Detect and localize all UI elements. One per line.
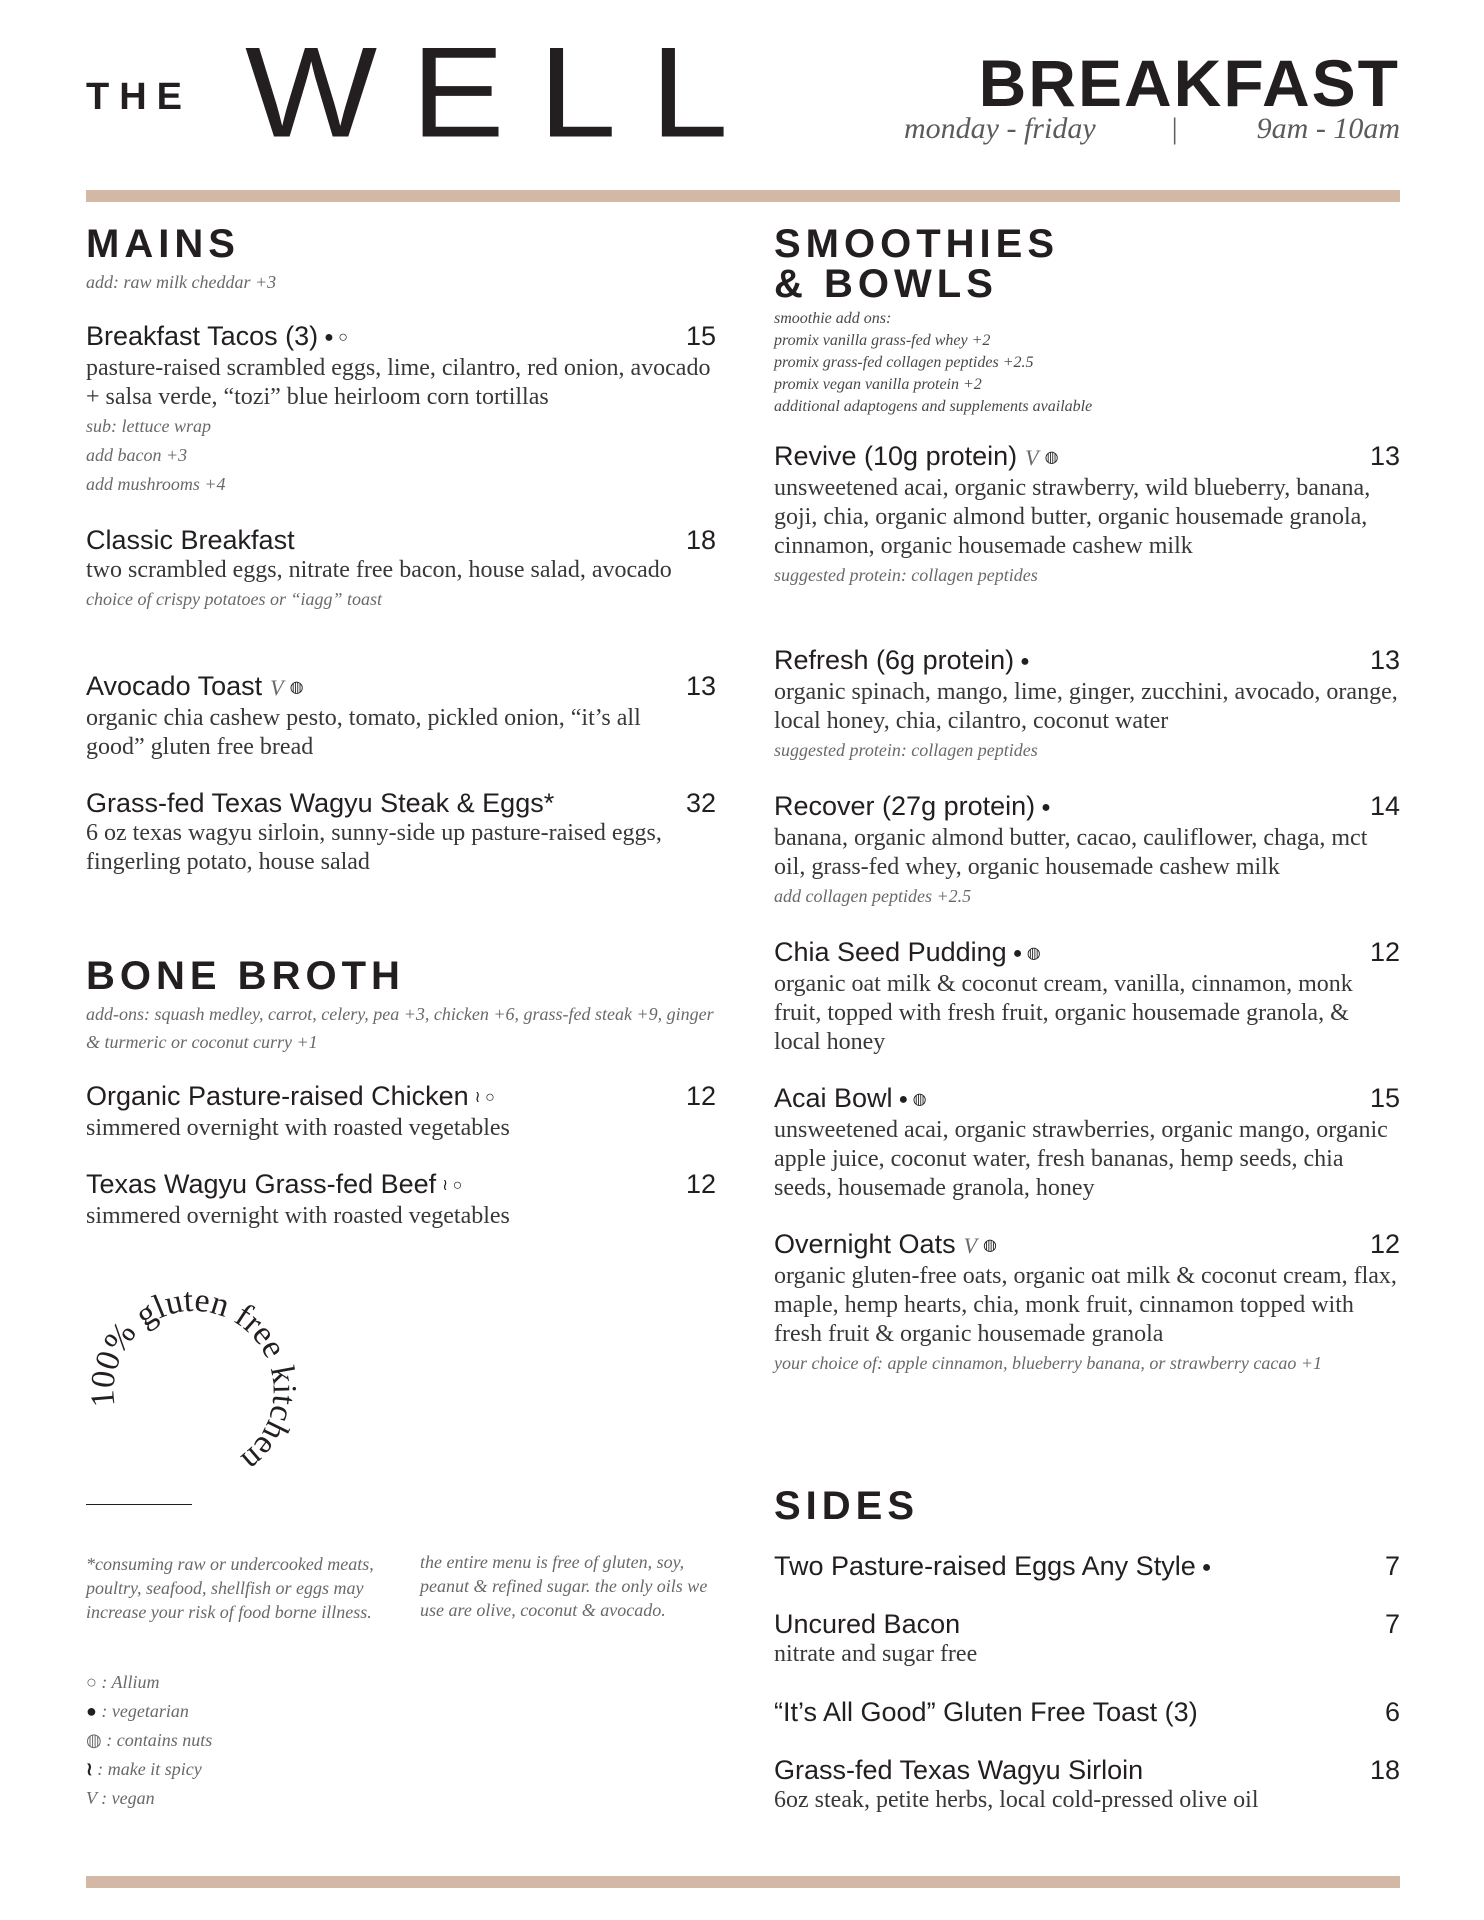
spicy-allium-icon: ≀ ○ bbox=[442, 1176, 463, 1194]
menu-item-eggs bbox=[774, 1550, 1400, 1584]
footnote-divider bbox=[86, 1504, 192, 1505]
gluten-free-badge-text: 100% gluten free kitchen bbox=[84, 1281, 303, 1479]
vegetarian-icon: ● bbox=[1041, 798, 1051, 816]
bone-broth-section bbox=[86, 956, 716, 1056]
spicy-icon: ≀ bbox=[86, 1759, 93, 1779]
item-description: nitrate and sugar free bbox=[774, 1641, 978, 1667]
vegan-icon: V bbox=[86, 1788, 97, 1808]
smoothies-title-line-2: & BOWLS bbox=[774, 262, 998, 306]
item-description: pasture-raised scrambled eggs, lime, cilantro, red onion, avocado + salsa verde, “tozi” blue heirloom corn tortillas bbox=[86, 354, 711, 410]
service-hours: 9am - 10am bbox=[1256, 112, 1400, 145]
bone-broth-title: BONE BROTH bbox=[86, 954, 405, 998]
vegetarian-allium-icon: ● ○ bbox=[324, 328, 348, 346]
item-name: Organic Pasture-raised Chicken bbox=[86, 1081, 469, 1111]
service-days: monday - friday bbox=[904, 112, 1096, 145]
legend-label: : contains nuts bbox=[106, 1730, 213, 1750]
menu-item-refresh bbox=[774, 644, 1400, 765]
menu-title: BREAKFAST bbox=[978, 46, 1400, 120]
item-description: banana, organic almond butter, cacao, cauliflower, chaga, mct oil, grass-fed whey, organic housemade cashew milk bbox=[774, 824, 1368, 880]
menu-item-chia-seed-pudding bbox=[774, 936, 1400, 1057]
item-description: unsweetened acai, organic strawberries, organic mango, organic apple juice, coconut water, fresh bananas, hemp seeds, chia seeds, housemade granola, honey bbox=[774, 1116, 1388, 1201]
item-price: 12 bbox=[1369, 937, 1400, 967]
allium-icon: ○ bbox=[86, 1672, 97, 1692]
item-price: 15 bbox=[1369, 1083, 1400, 1113]
vegetarian-nuts-icon: ● ◍ bbox=[898, 1090, 927, 1108]
bottom-divider bbox=[86, 1876, 1400, 1888]
menu-item-revive bbox=[774, 440, 1400, 590]
mains-title: MAINS bbox=[86, 222, 240, 266]
item-description: organic oat milk & coconut cream, vanilla, cinnamon, monk fruit, topped with fresh fruit, organic housemade granola, & local honey bbox=[774, 970, 1353, 1055]
item-option: sub: lettuce wrap bbox=[86, 415, 211, 436]
raw-food-warning: *consuming raw or undercooked meats, poultry, seafood, shellfish or eggs may increase your risk of food borne illness. bbox=[86, 1554, 374, 1622]
contains-nuts-icon: ◍ bbox=[289, 678, 304, 696]
legend-label: : vegan bbox=[101, 1788, 155, 1808]
item-description: two scrambled eggs, nitrate free bacon, house salad, avocado bbox=[86, 557, 672, 583]
addon-line: promix grass-fed collagen peptides +2.5 bbox=[774, 354, 1034, 371]
vegetarian-nuts-icon: ● ◍ bbox=[1012, 944, 1041, 962]
item-name: Chia Seed Pudding bbox=[774, 937, 1007, 967]
menu-item-sirloin bbox=[774, 1754, 1400, 1815]
vegan-icon: V bbox=[270, 675, 284, 700]
legend-label: : Allium bbox=[101, 1672, 160, 1692]
smoothies-section bbox=[774, 224, 1400, 418]
item-name: Classic Breakfast bbox=[86, 525, 295, 555]
item-price: 13 bbox=[1369, 441, 1400, 471]
contains-nuts-icon: ◍ bbox=[1044, 448, 1059, 466]
vegetarian-icon: ● bbox=[86, 1701, 97, 1721]
smoothie-addons bbox=[774, 308, 1400, 418]
item-name: Overnight Oats bbox=[774, 1229, 956, 1259]
item-option: suggested protein: collagen peptides bbox=[774, 565, 1038, 585]
mains-note: add: raw milk cheddar +3 bbox=[86, 272, 277, 292]
item-price: 32 bbox=[685, 788, 716, 818]
brand-the: THE bbox=[86, 76, 192, 118]
item-description: unsweetened acai, organic strawberry, wild blueberry, banana, goji, chia, organic almond butter, organic housemade granola, cinnamon, organic housemade cashew milk bbox=[774, 475, 1371, 559]
menu-item-recover bbox=[774, 790, 1400, 911]
vegan-icon: V bbox=[963, 1233, 978, 1258]
item-name: Texas Wagyu Grass-fed Beef bbox=[86, 1169, 437, 1199]
addon-line: smoothie add ons: bbox=[774, 310, 892, 327]
top-divider bbox=[86, 190, 1400, 202]
item-price: 7 bbox=[1384, 1551, 1400, 1581]
legend bbox=[86, 1668, 212, 1813]
item-price: 15 bbox=[685, 321, 716, 351]
gluten-free-badge bbox=[70, 1256, 310, 1496]
item-description: 6 oz texas wagyu sirloin, sunny-side up pasture-raised eggs, fingerling potato, house salad bbox=[86, 820, 662, 875]
menu-item-overnight-oats bbox=[774, 1228, 1400, 1378]
item-name: Recover (27g protein) bbox=[774, 791, 1036, 821]
menu-item-toast bbox=[774, 1696, 1400, 1728]
item-price: 18 bbox=[1369, 1755, 1400, 1785]
item-name: Acai Bowl bbox=[774, 1083, 893, 1113]
item-name: “It’s All Good” Gluten Free Toast (3) bbox=[774, 1697, 1198, 1727]
item-price: 12 bbox=[1369, 1229, 1400, 1259]
item-option: add mushrooms +4 bbox=[86, 473, 226, 494]
menu-item-classic-breakfast bbox=[86, 524, 716, 614]
item-option: add bacon +3 bbox=[86, 444, 188, 465]
menu-item-avocado-toast bbox=[86, 670, 716, 762]
contains-nuts-icon: ◍ bbox=[983, 1236, 997, 1254]
item-price: 13 bbox=[1369, 645, 1400, 675]
item-description: organic gluten-free oats, organic oat milk & coconut cream, flax, maple, hemp hearts, chia, monk fruit, cinnamon topped with fresh fruit & organic housemade granola bbox=[774, 1263, 1397, 1347]
item-name: Refresh (6g protein) bbox=[774, 645, 1015, 675]
header-separator: | bbox=[1170, 112, 1179, 145]
item-description: organic chia cashew pesto, tomato, pickled onion, “it’s all good” gluten free bread bbox=[86, 705, 641, 760]
legend-label: : vegetarian bbox=[101, 1701, 189, 1721]
item-name: Two Pasture-raised Eggs Any Style bbox=[774, 1551, 1196, 1581]
item-option: your choice of: apple cinnamon, blueberry banana, or strawberry cacao +1 bbox=[774, 1353, 1323, 1373]
item-description: organic spinach, mango, lime, ginger, zucchini, avocado, orange, local honey, chia, cilantro, coconut water bbox=[774, 678, 1398, 734]
item-price: 7 bbox=[1384, 1609, 1400, 1639]
spicy-allium-icon: ≀ ○ bbox=[474, 1088, 495, 1106]
menu-item-chicken-broth bbox=[86, 1080, 716, 1143]
mains-section bbox=[86, 224, 716, 296]
menu-item-steak-and-eggs bbox=[86, 787, 716, 877]
item-name: Uncured Bacon bbox=[774, 1609, 961, 1639]
allergen-statement: the entire menu is free of gluten, soy, peanut & refined sugar. the only oils we use are olive, coconut & avocado. bbox=[420, 1552, 708, 1620]
item-description: 6oz steak, petite herbs, local cold-pressed olive oil bbox=[774, 1787, 1259, 1813]
menu-item-breakfast-tacos bbox=[86, 320, 716, 499]
item-price: 12 bbox=[685, 1169, 716, 1199]
item-price: 6 bbox=[1384, 1697, 1400, 1727]
menu-item-beef-broth bbox=[86, 1168, 716, 1231]
item-option: suggested protein: collagen peptides bbox=[774, 739, 1038, 760]
vegetarian-icon: ● bbox=[1020, 652, 1030, 670]
item-price: 14 bbox=[1369, 791, 1400, 821]
sides-title: SIDES bbox=[774, 1484, 920, 1528]
bone-broth-note: add-ons: squash medley, carrot, celery, pea +3, chicken +6, grass-fed steak +9, ginger & turmeric or coconut curry +1 bbox=[86, 1004, 714, 1052]
item-option: choice of crispy potatoes or “iagg” toast bbox=[86, 589, 382, 609]
item-name: Avocado Toast bbox=[86, 671, 263, 701]
smoothies-title-line-1: SMOOTHIES bbox=[774, 222, 1060, 266]
addon-line: additional adaptogens and supplements available bbox=[774, 398, 1093, 415]
item-description: simmered overnight with roasted vegetables bbox=[86, 1114, 510, 1141]
item-price: 13 bbox=[685, 671, 716, 701]
sides-section bbox=[774, 1486, 1400, 1526]
item-description: simmered overnight with roasted vegetables bbox=[86, 1202, 510, 1229]
item-name: Revive (10g protein) bbox=[774, 441, 1018, 471]
legend-label: : make it spicy bbox=[97, 1759, 202, 1779]
menu-item-acai-bowl bbox=[774, 1082, 1400, 1203]
item-price: 12 bbox=[685, 1081, 716, 1111]
item-price: 18 bbox=[685, 525, 716, 555]
vegan-icon: V bbox=[1025, 445, 1039, 470]
vegetarian-icon: ● bbox=[1201, 1558, 1212, 1576]
menu-item-bacon bbox=[774, 1608, 1400, 1669]
addon-line: promix vegan vanilla protein +2 bbox=[774, 376, 982, 393]
item-name: Grass-fed Texas Wagyu Steak & Eggs* bbox=[86, 788, 555, 818]
item-name: Breakfast Tacos (3) bbox=[86, 321, 319, 351]
contains-nuts-icon: ◍ bbox=[86, 1730, 102, 1750]
brand-logo-well: WELL bbox=[245, 19, 763, 165]
item-name: Grass-fed Texas Wagyu Sirloin bbox=[774, 1755, 1144, 1785]
item-option: add collagen peptides +2.5 bbox=[774, 885, 972, 906]
addon-line: promix vanilla grass-fed whey +2 bbox=[774, 332, 991, 349]
